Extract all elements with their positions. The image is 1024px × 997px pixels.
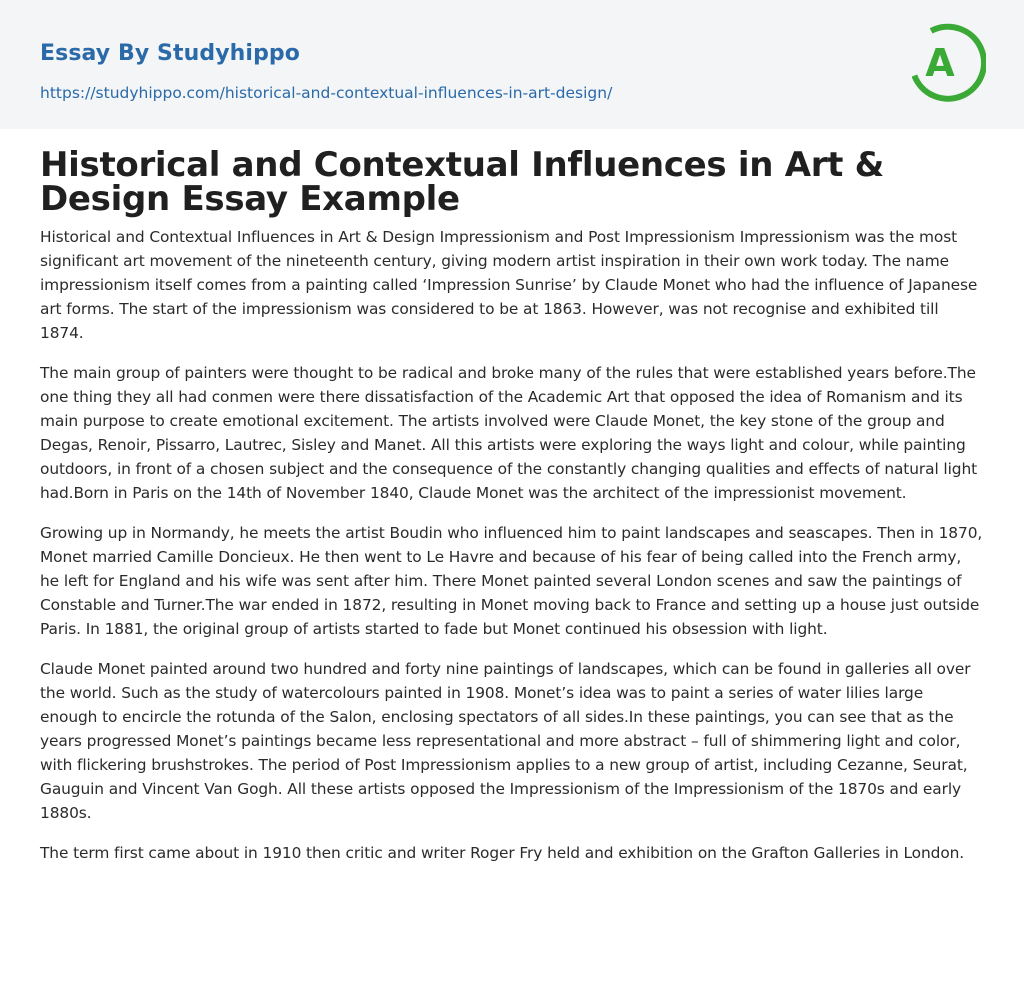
article-paragraph: Claude Monet painted around two hundred and forty nine paintings of landscapes, which can be found in galleries all over the world. Such as the study of watercolours painted in 1908. Monet’s idea was to paint a series of water lilies large enough to encircle the rotunda of the Salon, enclosing spectators of all sides.In these paintings, you can see that as the years progressed Monet’s paintings became less representational and more abstract – full of shimmering light and color, with flickering brushstrokes. The period of Post Impressionism applies to a new group of artist, including Cezanne, Seurat, Gauguin and Vincent Van Gogh. All these artists opposed the Impressionism of the Impressionism of the 1870s and early 1880s. (40, 660, 971, 822)
article-paragraph: The term first came about in 1910 then critic and writer Roger Fry held and exhibition on the Grafton Galleries in London. (40, 844, 965, 862)
studyhippo-logo-icon[interactable] (912, 19, 986, 105)
article (0, 129, 1024, 865)
logo-letter: A (925, 41, 955, 85)
article-title: Historical and Contextual Influences in Art & Design Essay Example (40, 145, 885, 219)
site-header (0, 0, 1024, 129)
site-brand[interactable]: Essay By Studyhippo (40, 41, 300, 66)
article-paragraph: The main group of painters were thought to be radical and broke many of the rules that were established years before.The one thing they all had conmen were there dissatisfaction of the Academic Art that opposed the idea of Romanism and its main purpose to create emotional excitement. The artists involved were Claude Monet, the key stone of the group and Degas, Renoir, Pissarro, Lautrec, Sisley and Manet. All this artists were exploring the ways light and colour, while painting outdoors, in front of a chosen subject and the consequence of the constantly changing qualities and effects of natural light had.Born in Paris on the 14th of November 1840, Claude Monet was the architect of the impressionist movement. (40, 364, 978, 502)
article-paragraph: Growing up in Normandy, he meets the artist Boudin who influenced him to paint landscapes and seascapes. Then in 1870, Monet married Camille Doncieux. He then went to Le Havre and because of his fear of being called into the French army, he left for England and his wife was sent after him. There Monet painted several London scenes and saw the paintings of Constable and Turner.The war ended in 1872, resulting in Monet moving back to France and setting up a house just outside Paris. In 1881, the original group of artists started to fade but Monet continued his obsession with light. (40, 524, 983, 638)
article-paragraph: Historical and Contextual Influences in Art & Design Impressionism and Post Impressionism Impressionism was the most significant art movement of the nineteenth century, giving modern artist inspiration in their own work today. The name impressionism itself comes from a painting called ‘Impression Sunrise’ by Claude Monet who had the influence of Japanese art forms. The start of the impressionism was considered to be at 1863. However, was not recognise and exhibited till 1874. (40, 228, 978, 342)
source-url-link[interactable]: https://studyhippo.com/historical-and-contextual-influences-in-art-design/ (40, 84, 613, 102)
